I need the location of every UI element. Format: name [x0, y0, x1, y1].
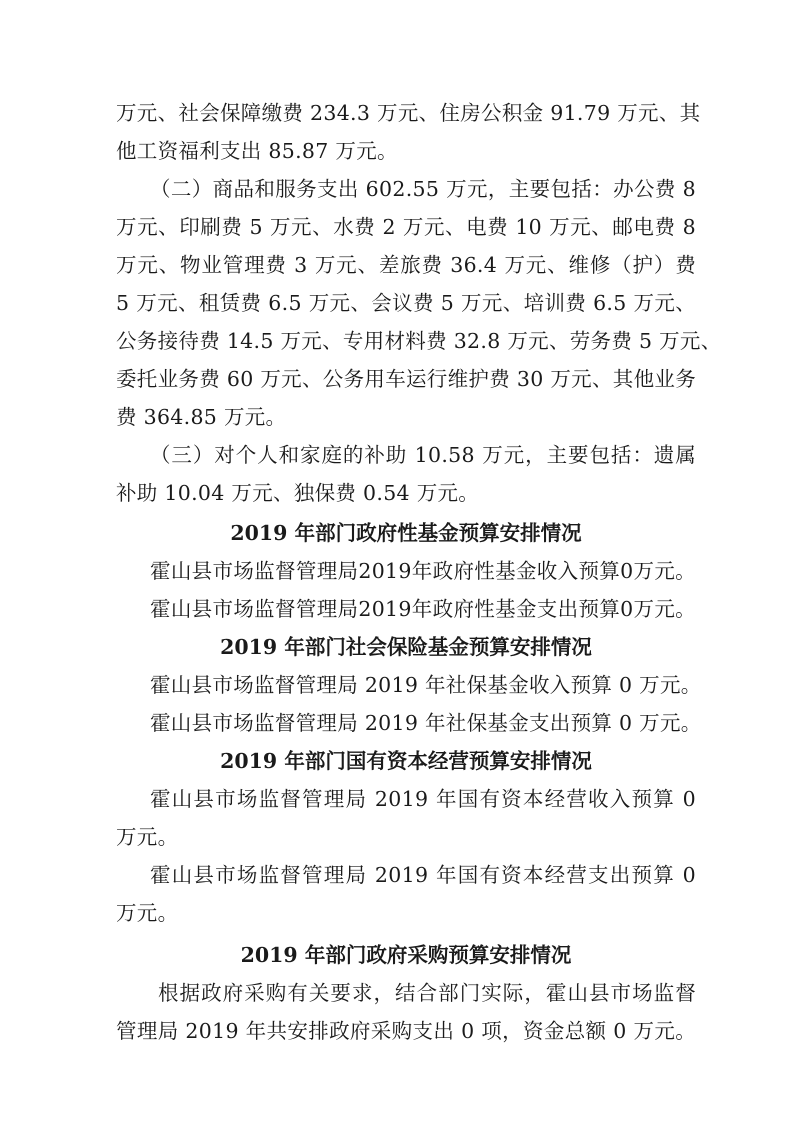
paragraph-line: 万元、印刷费 5 万元、水费 2 万元、电费 10 万元、邮电费 8: [116, 215, 696, 239]
section-heading-state-capital: 2019 年部门国有资本经营预算安排情况: [220, 749, 592, 773]
paragraph-line: 根据政府采购有关要求，结合部门实际，霍山县市场监督: [158, 981, 696, 1005]
paragraph-line: 万元、物业管理费 3 万元、差旅费 36.4 万元、维修（护）费: [116, 253, 696, 277]
paragraph-line: （二）商品和服务支出 602.55 万元，主要包括：办公费 8: [150, 177, 696, 201]
paragraph-line: 霍山县市场监督管理局 2019 年社保基金收入预算 0 万元。: [150, 673, 702, 697]
paragraph-line: 霍山县市场监督管理局 2019 年国有资本经营支出预算 0: [150, 863, 696, 887]
section-heading-procurement: 2019 年部门政府采购预算安排情况: [240, 943, 572, 967]
paragraph-line: 他工资福利支出 85.87 万元。: [116, 139, 398, 163]
paragraph-line: 霍山县市场监督管理局2019年政府性基金收入预算0万元。: [150, 559, 696, 583]
paragraph-line: 万元、社会保障缴费 234.3 万元、住房公积金 91.79 万元、其: [116, 101, 701, 125]
paragraph-line: （三）对个人和家庭的补助 10.58 万元，主要包括：遗属: [150, 443, 696, 467]
paragraph-line: 万元。: [116, 901, 179, 925]
paragraph-line: 公务接待费 14.5 万元、专用材料费 32.8 万元、劳务费 5 万元、: [116, 329, 722, 353]
paragraph-line: 霍山县市场监督管理局2019年政府性基金支出预算0万元。: [150, 597, 696, 621]
paragraph-line: 霍山县市场监督管理局 2019 年国有资本经营收入预算 0: [150, 787, 696, 811]
paragraph-line: 5 万元、租赁费 6.5 万元、会议费 5 万元、培训费 6.5 万元、: [116, 291, 696, 315]
section-heading-social-fund: 2019 年部门社会保险基金预算安排情况: [220, 635, 592, 659]
paragraph-line: 万元。: [116, 825, 179, 849]
paragraph-line: 委托业务费 60 万元、公务用车运行维护费 30 万元、其他业务: [116, 367, 696, 391]
section-heading-gov-fund: 2019 年部门政府性基金预算安排情况: [230, 521, 582, 545]
paragraph-line: 费 364.85 万元。: [116, 405, 287, 429]
paragraph-line: 管理局 2019 年共安排政府采购支出 0 项，资金总额 0 万元。: [116, 1019, 696, 1043]
paragraph-line: 补助 10.04 万元、独保费 0.54 万元。: [116, 481, 480, 505]
paragraph-line: 霍山县市场监督管理局 2019 年社保基金支出预算 0 万元。: [150, 711, 702, 735]
